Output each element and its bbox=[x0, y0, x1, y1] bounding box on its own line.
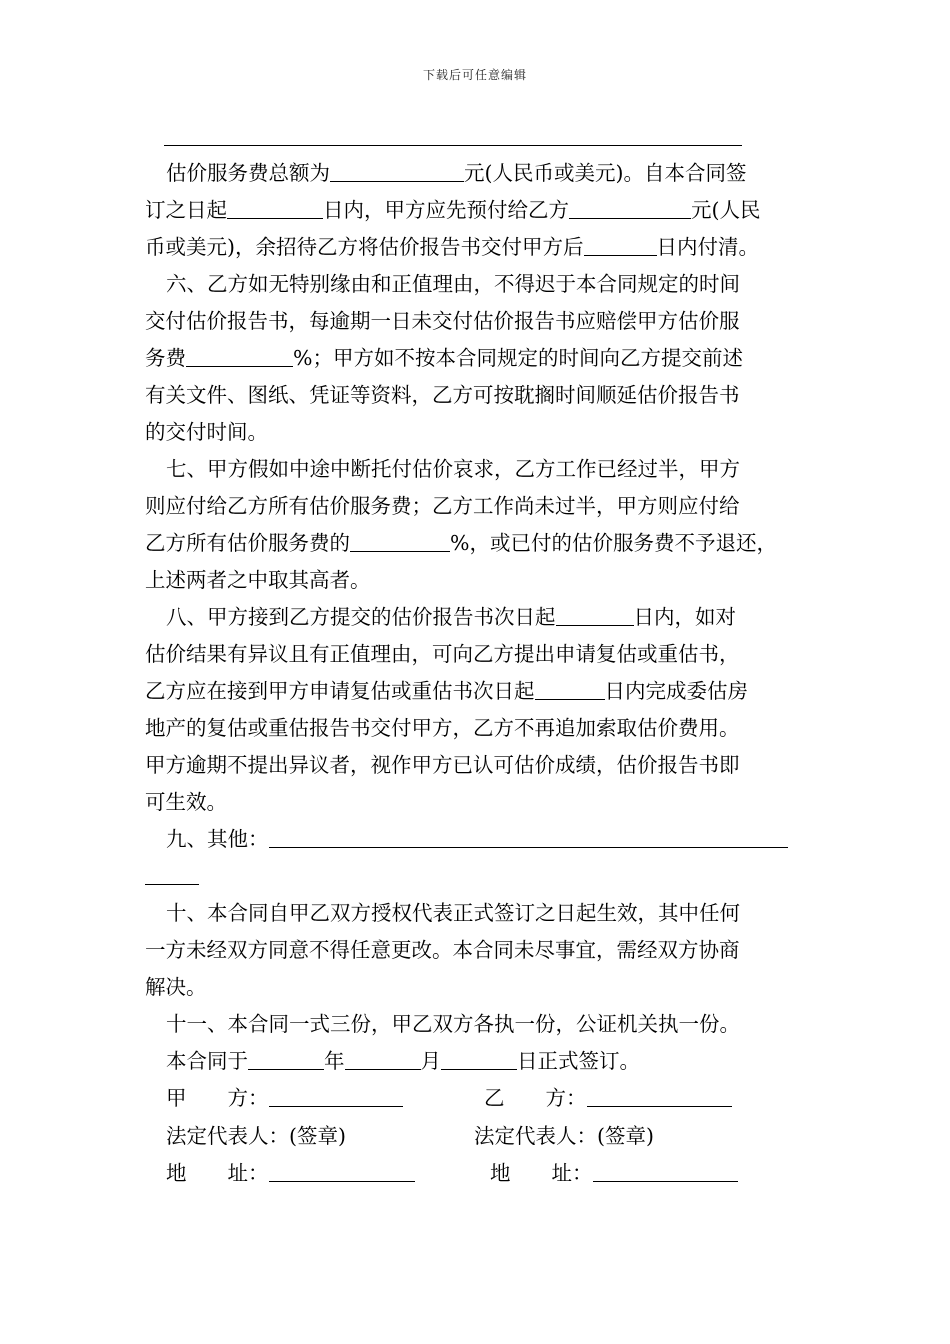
line-text: 日内完成委估房 bbox=[604, 679, 748, 703]
text-line bbox=[145, 673, 807, 710]
line-text: 地产的复估或重估报告书交付甲方，乙方不再追加索取估价费用。 bbox=[145, 716, 740, 740]
line-text: 年 bbox=[324, 1049, 345, 1073]
line-text: %；甲方如不按本合同规定的时间向乙方提交前述 bbox=[293, 346, 743, 370]
text-line bbox=[145, 1043, 807, 1080]
text-line bbox=[145, 303, 807, 340]
text-line bbox=[145, 451, 807, 488]
line-text: 日内付清。 bbox=[656, 235, 759, 259]
line-text: 乙方应在接到甲方申请复估或重估书次日起 bbox=[145, 679, 535, 703]
line-text: 估价结果有异议且有正值理由，可向乙方提出申请复估或重估书， bbox=[145, 642, 740, 666]
text-line bbox=[145, 969, 807, 1006]
line-text: 九、其他： bbox=[166, 827, 269, 851]
text-line bbox=[145, 599, 807, 636]
line-text: 估价服务费总额为 bbox=[166, 161, 330, 185]
text-line bbox=[145, 821, 807, 858]
blank-month[interactable] bbox=[345, 1045, 421, 1070]
line-text: 八、甲方接到乙方提交的估价报告书次日起 bbox=[166, 605, 556, 629]
line-text: %，或已付的估价服务费不予退还， bbox=[450, 531, 777, 555]
party-b-blank[interactable] bbox=[587, 1082, 732, 1107]
rep-a: 法定代表人：(签章) bbox=[166, 1124, 346, 1148]
text-line bbox=[145, 895, 807, 932]
blank-day[interactable] bbox=[441, 1045, 517, 1070]
text-line bbox=[145, 340, 807, 377]
addr-a-blank[interactable] bbox=[269, 1157, 415, 1182]
text-line bbox=[145, 562, 807, 599]
line-text: 币或美元)，余招待乙方将估价报告书交付甲方后 bbox=[145, 235, 584, 259]
line-text: 日内，如对 bbox=[633, 605, 736, 629]
line-text: 可生效。 bbox=[145, 790, 227, 814]
line-text: 上述两者之中取其高者。 bbox=[145, 568, 371, 592]
text-line bbox=[145, 1006, 807, 1043]
line-text: 订之日起 bbox=[145, 198, 227, 222]
line-text: 元(人民 bbox=[691, 198, 761, 222]
text-line bbox=[145, 229, 807, 266]
addr-b-label: 地 址： bbox=[490, 1161, 593, 1185]
text-line bbox=[145, 266, 807, 303]
blank-days[interactable] bbox=[535, 675, 605, 700]
line-text: 六、乙方如无特别缘由和正值理由，不得迟于本合同规定的时间 bbox=[166, 272, 740, 296]
line-text: 日正式签订。 bbox=[517, 1049, 640, 1073]
text-line bbox=[145, 377, 807, 414]
party-b-label: 乙 方： bbox=[484, 1086, 587, 1110]
text-line bbox=[145, 858, 807, 895]
party-b-row bbox=[484, 1080, 732, 1117]
blank-other-cont[interactable] bbox=[145, 860, 199, 885]
party-a-label: 甲 方： bbox=[166, 1086, 269, 1110]
blank-fee-total[interactable] bbox=[330, 157, 464, 182]
line-text: 乙方所有估价服务费的 bbox=[145, 531, 350, 555]
text-line bbox=[145, 525, 807, 562]
text-line bbox=[145, 155, 807, 192]
line-text: 本合同于 bbox=[166, 1049, 248, 1073]
line-text: 解决。 bbox=[145, 975, 207, 999]
addr-b-blank[interactable] bbox=[593, 1157, 738, 1182]
blank-days[interactable] bbox=[556, 601, 634, 626]
blank-percent[interactable] bbox=[350, 527, 450, 552]
text-line bbox=[145, 747, 807, 784]
blank-year[interactable] bbox=[248, 1045, 324, 1070]
party-a-row bbox=[166, 1080, 403, 1117]
line-text: 一方未经双方同意不得任意更改。本合同未尽事宜，需经双方协商 bbox=[145, 938, 740, 962]
line-text: 甲方逾期不提出异议者，视作甲方已认可估价成绩，估价报告书即 bbox=[145, 753, 740, 777]
line-text: 月 bbox=[420, 1049, 441, 1073]
blank-percent[interactable] bbox=[186, 342, 293, 367]
text-line bbox=[145, 710, 807, 747]
addr-a-row bbox=[166, 1155, 415, 1192]
line-text: 务费 bbox=[145, 346, 186, 370]
text-line bbox=[145, 414, 807, 451]
blank-line-top bbox=[164, 145, 742, 146]
text-line bbox=[145, 784, 807, 821]
line-text: 元(人民币或美元)。自本合同签 bbox=[464, 161, 747, 185]
line-text: 十一、本合同一式三份，甲乙双方各执一份，公证机关执一份。 bbox=[166, 1012, 740, 1036]
party-a-blank[interactable] bbox=[269, 1082, 403, 1107]
blank-other[interactable] bbox=[269, 823, 788, 848]
contract-body bbox=[145, 155, 807, 1080]
line-text: 则应付给乙方所有估价服务费；乙方工作尚未过半，甲方则应付给 bbox=[145, 494, 740, 518]
line-text: 十、本合同自甲乙双方授权代表正式签订之日起生效，其中任何 bbox=[166, 901, 740, 925]
line-text: 七、甲方假如中途中断托付估价哀求，乙方工作已经过半，甲方 bbox=[166, 457, 740, 481]
line-text: 有关文件、图纸、凭证等资料，乙方可按耽搁时间顺延估价报告书 bbox=[145, 383, 740, 407]
text-line bbox=[145, 192, 807, 229]
header-note: 下载后可任意编辑 bbox=[422, 68, 527, 82]
line-text: 日内，甲方应先预付给乙方 bbox=[323, 198, 569, 222]
text-line bbox=[145, 488, 807, 525]
rep-b: 法定代表人：(签章) bbox=[474, 1124, 654, 1148]
line-text: 交付估价报告书，每逾期一日未交付估价报告书应赔偿甲方估价服 bbox=[145, 309, 740, 333]
text-line bbox=[145, 932, 807, 969]
blank-days[interactable] bbox=[227, 194, 323, 219]
addr-b-row bbox=[490, 1155, 738, 1192]
line-text: 的交付时间。 bbox=[145, 420, 268, 444]
addr-a-label: 地 址： bbox=[166, 1161, 269, 1185]
text-line bbox=[145, 636, 807, 673]
blank-days[interactable] bbox=[584, 231, 657, 256]
blank-prepay[interactable] bbox=[569, 194, 691, 219]
